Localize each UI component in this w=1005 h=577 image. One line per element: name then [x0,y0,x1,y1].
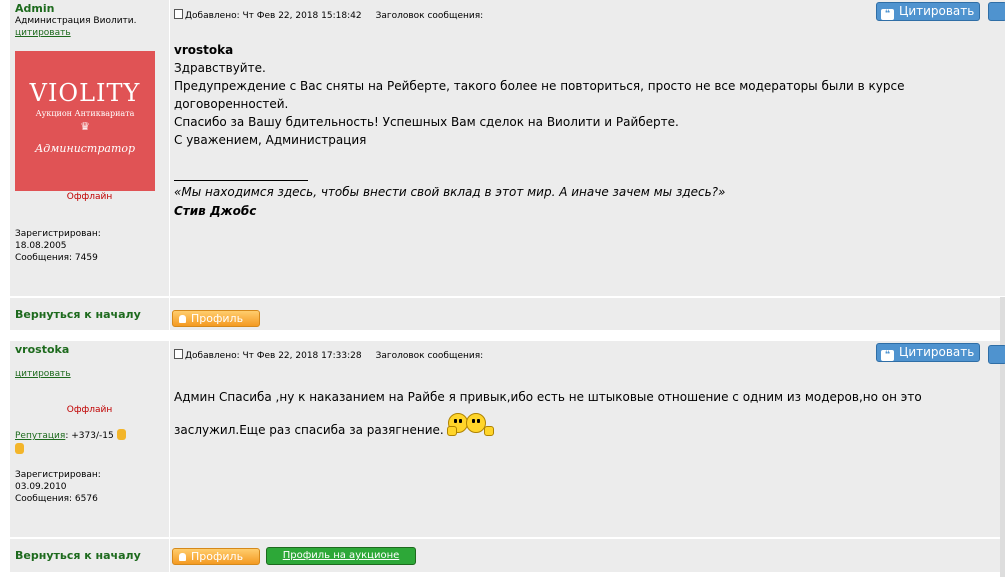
addressee: vrostoka [174,43,234,57]
quote-icon: ❝ [881,9,894,20]
page-left-border [0,0,10,577]
post-header [174,349,483,361]
post-1-footer-right [170,298,1005,330]
body-line: заслужил.Еще раз спасиба за разягнение. [174,423,444,437]
signature-quote: «Мы находимся здесь, чтобы внести свой вклад в этот мир. А иначе зачем мы здесь?» [174,185,726,199]
registration-info [15,228,101,264]
quote-button-label: Цитировать [899,4,975,18]
thumbs-up-icon[interactable] [117,429,126,440]
body-line: Спасибо за Вашу бдительность! Успешных Вам сделок на Виолити и Райберте. [174,115,679,129]
back-to-top-link[interactable]: Вернуться к началу [15,308,141,321]
avatar-subtitle: Аукцион Антиквариата [35,109,135,118]
profile-button[interactable] [172,548,260,565]
quote-author-link[interactable]: цитировать [15,369,71,379]
crown-icon: ♛ [80,120,90,133]
reputation-link[interactable]: Репутация [15,431,66,441]
post-body [174,382,922,445]
online-status: Оффлайн [66,405,113,415]
quote-button-label: Цитировать [899,345,975,359]
registered-label: Зарегистрирован: [15,229,101,239]
quote-icon: ❝ [881,350,894,361]
signature-author: Стив Джобс [174,204,257,218]
post-date: Добавлено: Чт Фев 22, 2018 17:33:28 [185,351,362,361]
scrollbar[interactable] [1000,297,1005,577]
avatar [15,51,155,191]
post-date: Добавлено: Чт Фев 22, 2018 15:18:42 [185,11,362,21]
back-to-top-link[interactable]: Вернуться к началу [15,549,141,562]
post-header [174,9,483,21]
avatar-title: VIOLITY [29,79,141,107]
body-line: Здравствуйте. [174,61,266,75]
quote-button[interactable] [876,343,980,362]
thumbs-down-icon[interactable] [15,443,24,454]
message-count: Сообщения: 7459 [15,253,98,263]
online-status: Оффлайн [66,192,113,202]
user-icon [179,553,186,561]
body-line-with-smiley [174,412,922,445]
profile-button-label: Профиль [191,550,244,563]
quote-button[interactable] [876,2,980,21]
post-body [174,41,904,149]
message-count: Сообщения: 6576 [15,494,98,504]
post-separator [10,330,1005,341]
registered-date: 18.08.2005 [15,241,67,251]
post-subject-label: Заголовок сообщения: [375,11,484,21]
post-subject-label: Заголовок сообщения: [375,351,484,361]
avatar-role: Администратор [34,142,136,155]
body-line: С уважением, Администрация [174,133,367,147]
registered-label: Зарегистрирован: [15,470,101,480]
edit-button[interactable] [988,345,1005,364]
auction-profile-button[interactable]: Профиль на аукционе [266,547,416,565]
body-line: договоренностей. [174,97,289,111]
post-author-name[interactable]: Admin [15,2,55,15]
reputation-value: : +373/-15 [65,431,114,441]
reputation [15,429,126,442]
author-rank: Администрация Виолити. [15,16,137,26]
hugging-smiley-icon [448,412,492,436]
quote-author-link[interactable]: цитировать [15,28,71,38]
body-line: Предупреждение с Вас сняты на Рейберте, такого более не повториться, просто не все модераторы были в курсе [174,79,905,93]
registration-info [15,469,101,505]
user-icon [179,315,186,323]
post-link-icon[interactable] [174,349,183,359]
body-line: Админ Спасиба ,ну к наказанием на Райбе я привык,ибо есть не штыковые отношение с одним из модеров,но он это [174,390,922,404]
post-author-name[interactable]: vrostoka [15,343,70,356]
post-link-icon[interactable] [174,9,183,19]
registered-date: 03.09.2010 [15,482,67,492]
profile-button[interactable] [172,310,260,327]
edit-button[interactable] [988,2,1005,21]
profile-button-label: Профиль [191,312,244,325]
signature-divider [174,180,308,181]
